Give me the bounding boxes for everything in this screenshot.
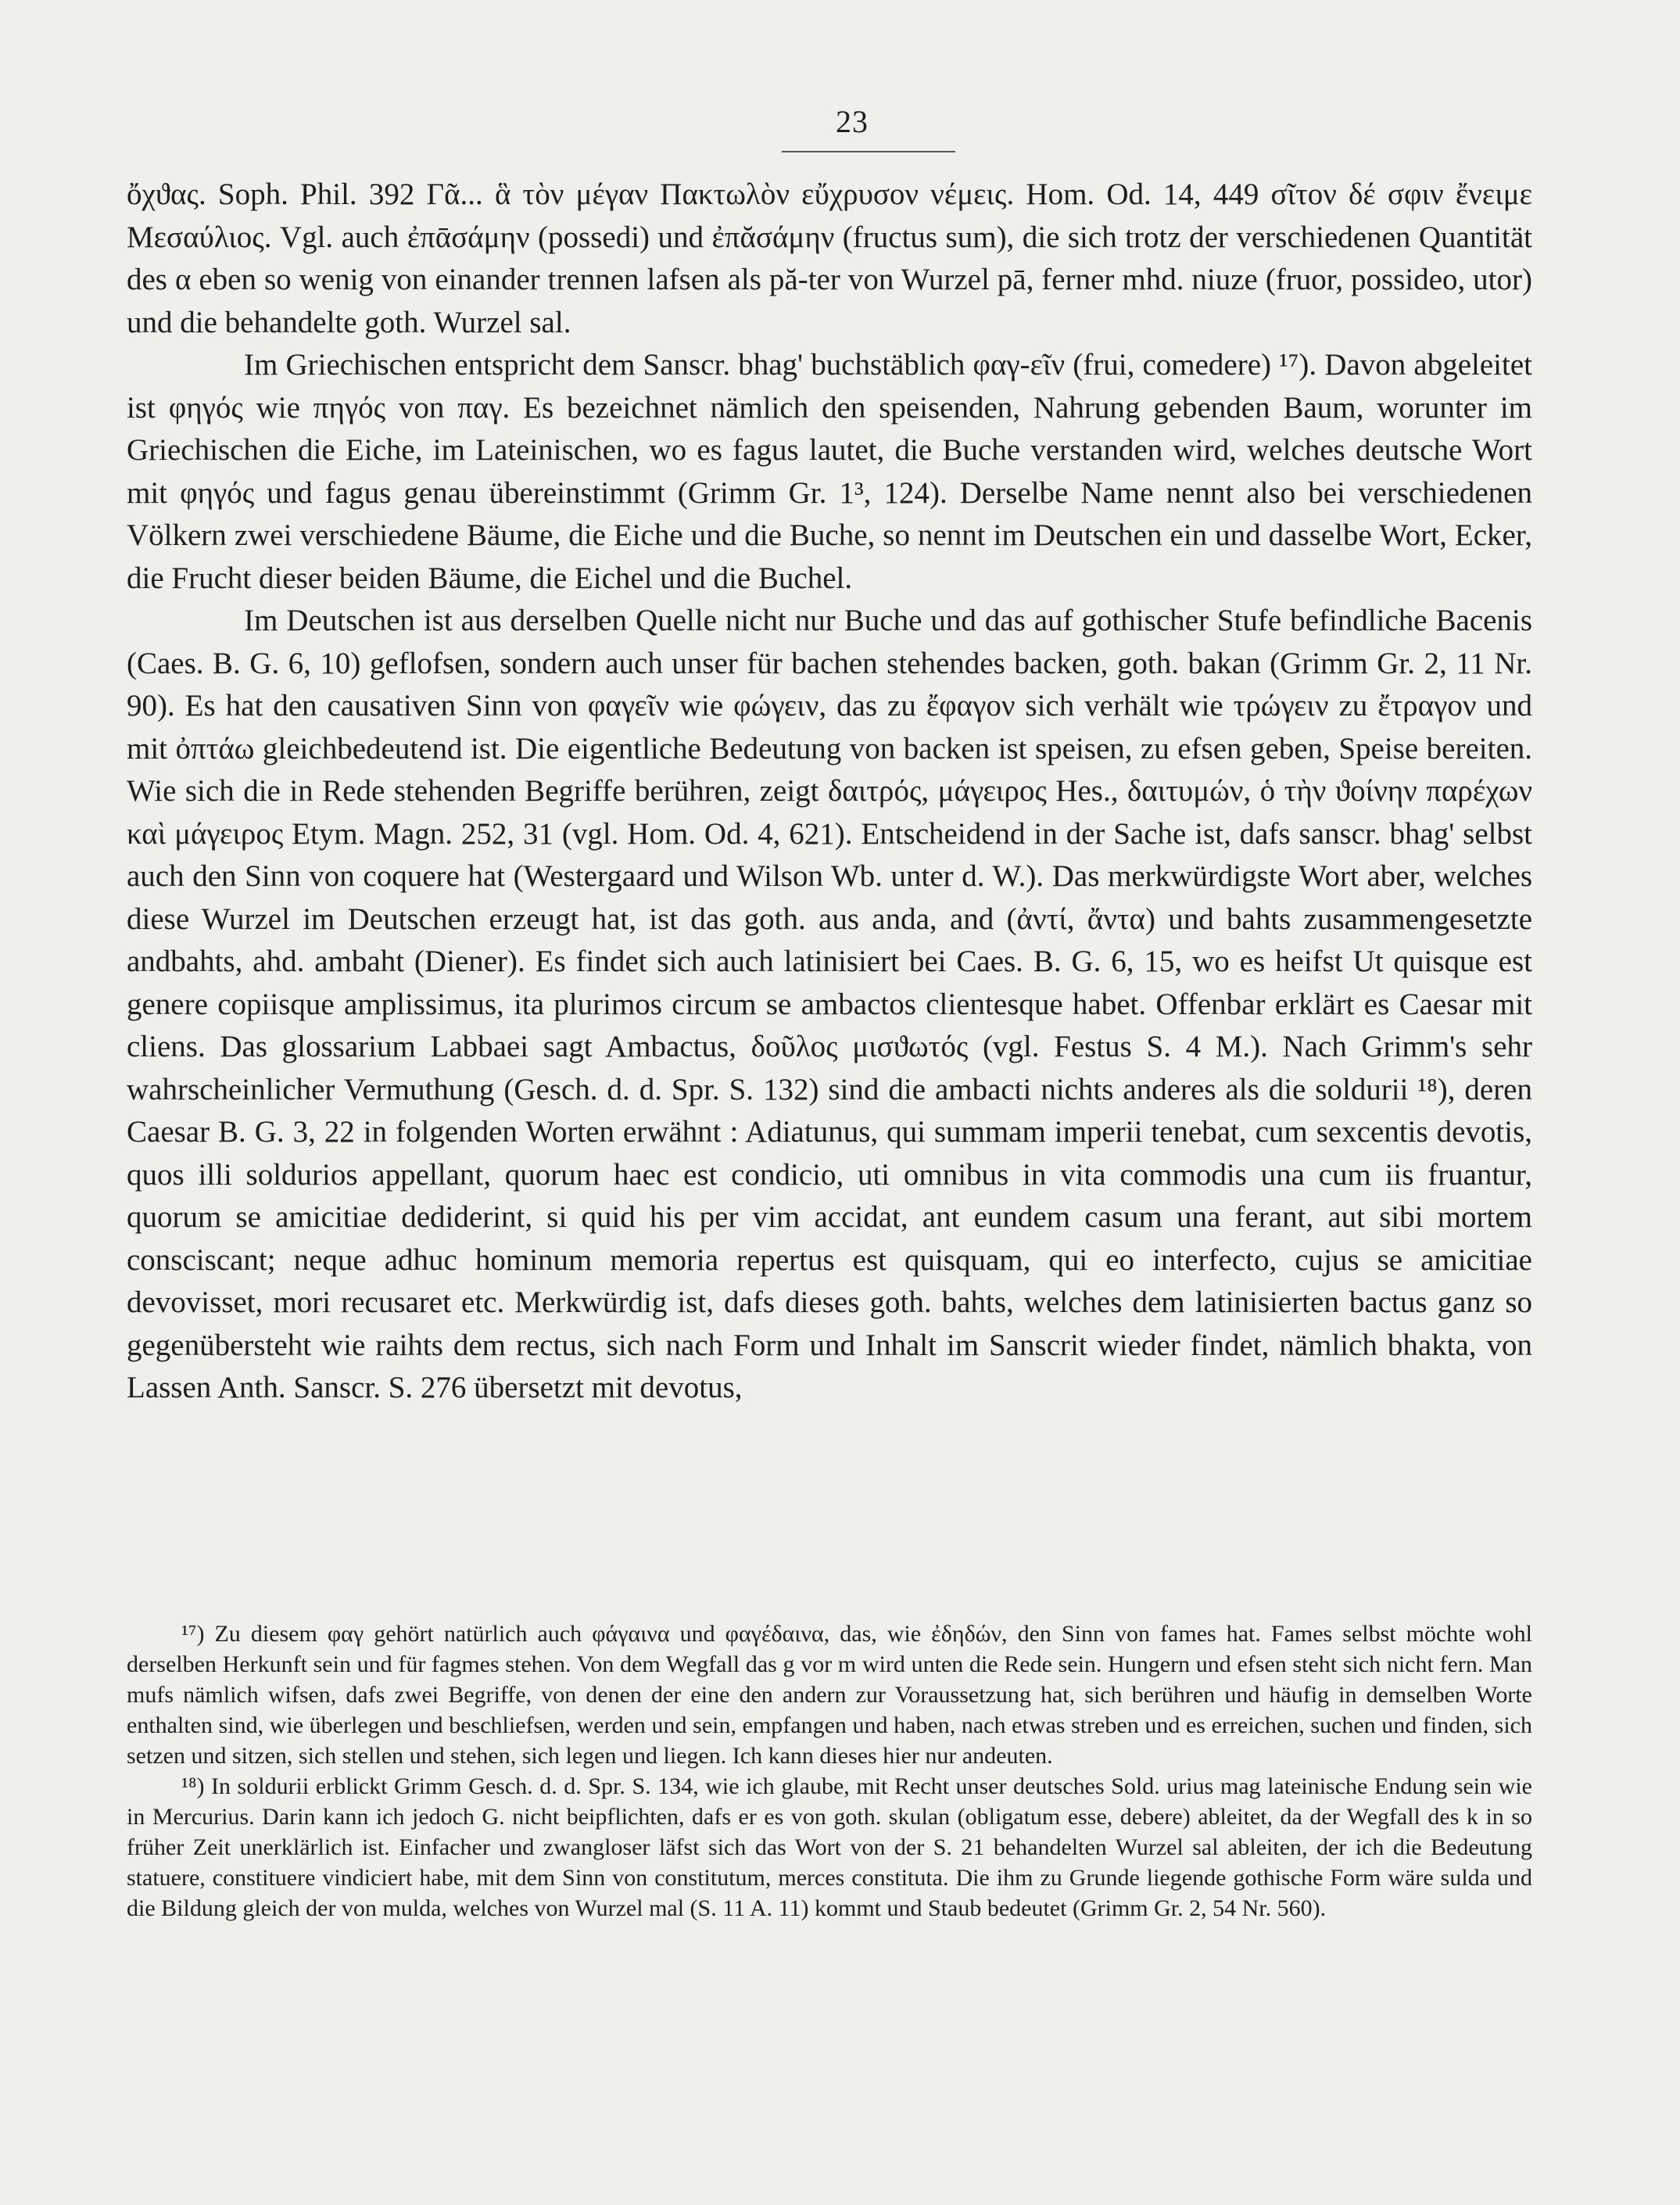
paragraph-2: Im Griechischen entspricht dem Sanscr. bhag' buchstäblich φαγ-εῖν (frui, comedere) ¹⁷). Davon abgeleitet ist φηγός wie πηγός von παγ. Es bezeichnet nämlich den speisenden, Nahrung gebenden Baum, worunter im Griechischen die Eiche, im Lateinischen, wo es fagus lautet, die Buche verstanden wird, welches deutsche Wort mit φηγός und fagus genau übereinstimmt (Grimm Gr. 1³, 124). Derselbe Name nennt also bei verschiedenen Völkern zwei verschiedene Bäume, die Eiche und die Buche, so nennt im Deutschen ein und dasselbe Wort, Ecker, die Frucht dieser beiden Bäume, die Eichel und die Buchel. — [127, 348, 1532, 595]
footnotes — [127, 1619, 1532, 1924]
paragraph-3: Im Deutschen ist aus derselben Quelle nicht nur Buche und das auf gothischer Stufe befindliche Bacenis (Caes. B. G. 6, 10) geflofsen, sondern auch unser für bachen stehendes backen, goth. bakan (Grimm Gr. 2, 11 Nr. 90). Es hat den causativen Sinn von φαγεῖν wie φώγειν, das zu ἔφαγον sich verhält wie τρώγειν zu ἔτραγον und mit ὀπτάω gleichbedeutend ist. Die eigentliche Bedeutung von backen ist speisen, zu efsen geben, Speise bereiten. Wie sich die in Rede stehenden Begriffe berühren, zeigt δαιτρός, μάγειρος Hes., δαιτυμών, ὁ τὴν ϑοίνην παρέχων καὶ μάγειρος Etym. Magn. 252, 31 (vgl. Hom. Od. 4, 621). Entscheidend in der Sache ist, dafs sanscr. bhag' selbst auch den Sinn von coquere hat (Westergaard und Wilson Wb. unter d. W.). Das merkwürdigste Wort aber, welches diese Wurzel im Deutschen erzeugt hat, ist das goth. aus anda, and (ἀντί, ἄντα) und bahts zusammengesetzte andbahts, ahd. ambaht (Diener). Es findet sich auch latinisiert bei Caes. B. G. 6, 15, wo es heifst Ut quisque est genere copiisque amplissimus, ita plurimos circum se ambactos clientesque habet. Offenbar erklärt es Caesar mit cliens. Das glossarium Labbaei sagt Ambactus, δοῦλος μισϑωτός (vgl. Festus S. 4 M.). Nach Grimm's sehr wahrscheinlicher Vermuthung (Gesch. d. d. Spr. S. 132) sind die ambacti nichts anderes als die soldurii ¹⁸), deren Caesar B. G. 3, 22 in folgenden Worten erwähnt : Adiatunus, qui summam imperii tenebat, cum sexcentis devotis, quos illi soldurios appellant, quorum haec est condicio, uti omnibus in vita commodis una cum iis fruantur, quorum se amicitiae dediderint, si quid his per vim accidat, ant eundem casum una ferant, aut sibi mortem consciscant; neque adhuc hominum memoria repertus est quisquam, qui eo interfecto, cujus se amicitiae devovisset, mori recusaret etc. Merkwürdig ist, dafs dieses goth. bahts, welches dem latinisierten bactus ganz so gegenübersteht wie raihts dem rectus, sich nach Form und Inhalt im Sanscrit wieder findet, nämlich bhakta, von Lassen Anth. Sanscr. S. 276 übersetzt mit devotus, — [127, 604, 1532, 1404]
page-number: 23 — [836, 104, 869, 139]
paragraph-1: ὄχϑας. Soph. Phil. 392 Γᾶ... ἃ τὸν μέγαν Πακτωλὸν εὔχρυσον νέμεις. Hom. Od. 14, 449 σῖτον δέ σφιν ἔνειμε Μεσαύλιος. Vgl. auch ἐπᾱσάμην (possedi) und ἐπᾰσάμην (fructus sum), die sich trotz der verschiedenen Quantität des α eben so wenig von einander trennen lafsen als pă-ter von Wurzel pā, ferner mhd. niuze (fruor, possideo, utor) und die behandelte goth. Wurzel sal. — [127, 177, 1532, 339]
header-rule — [782, 151, 955, 152]
main-text — [127, 174, 1532, 1410]
footnote-18: ¹⁸) In soldurii erblickt Grimm Gesch. d. d. Spr. S. 134, wie ich glaube, mit Recht unser deutsches Sold. urius mag lateinische Endung sein wie in Mercurius. Darin kann ich jedoch G. nicht beipflichten, dafs er es von goth. skulan (obligatum esse, debere) ableitet, da der Wegfall des k in so früher Zeit unerklärlich ist. Einfacher und zwangloser läfst sich das Wort von der S. 21 behandelten Wurzel sal ableiten, der ich die Bedeutung statuere, constituere vindiciert habe, mit dem Sinn von constitutum, merces constituta. Die ihm zu Grunde liegende gothische Form wäre sulda und die Bildung gleich der von mulda, welches von Wurzel mal (S. 11 A. 11) kommt und Staub bedeutet (Grimm Gr. 2, 54 Nr. 560). — [127, 1773, 1532, 1921]
footnote-17: ¹⁷) Zu diesem φαγ gehört natürlich auch φάγαινα und φαγέδαινα, das, wie ἐδηδών, den Sinn von fames hat. Fames selbst möchte wohl derselben Herkunft sein und für fagmes stehen. Von dem Wegfall das g vor m wird unten die Rede sein. Hungern und efsen steht sich nicht fern. Man mufs nämlich wifsen, dafs zwei Begriffe, von denen der eine den andern zur Voraussetzung hat, sich berühren und häufig in demselben Worte enthalten sind, wie überlegen und beschliefsen, werden und sein, empfangen und haben, nach etwas streben und es erreichen, suchen und finden, sich setzen und sitzen, sich stellen und stehen, sich legen und liegen. Ich kann dieses hier nur andeuten. — [127, 1621, 1532, 1769]
